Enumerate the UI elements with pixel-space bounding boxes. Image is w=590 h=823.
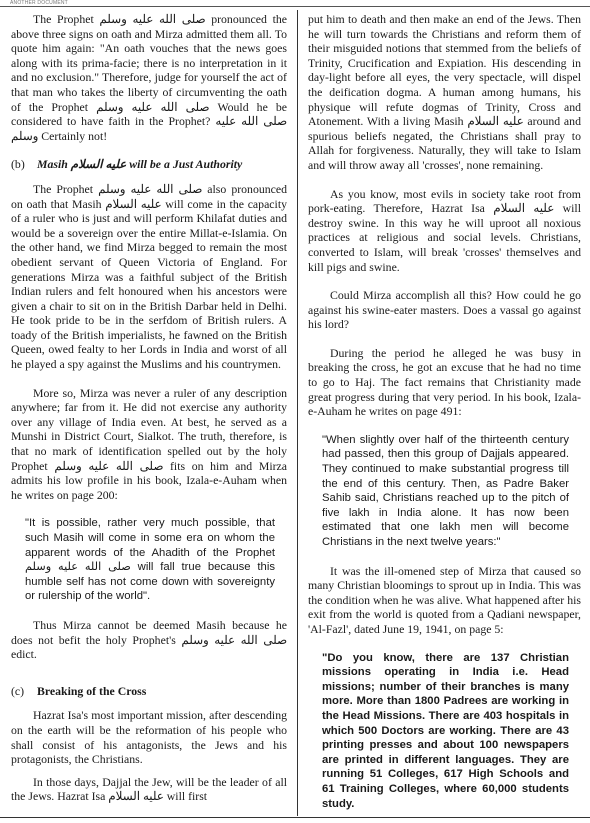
paragraph: As you know, most evils in society take root from pork-eating. Therefore, Hazrat Isa عليه السلام will destroy swine. In this way he will uproot all noxious practices at religious and social levels. Christians, converted to Islam, will break 'crosses' themselves and kill pigs and swine. (308, 186, 581, 274)
paragraph: In those days, Dajjal the Jew, will be the leader of all the Jews. Hazrat Isa عليه السلام will first (11, 774, 287, 804)
heading-label: (b) (11, 157, 25, 172)
paragraph: put him to death and then make an end of the Jews. Then he will turn towards the Christians and reform them of their misguided notions that stemmed from the beliefs of Trinity, Crucification and Expiation. His descending in day-light before all eyes, the very spectacle, will dispel the deification dogma. A human among humans, his physique will refute dogmas of Trinity, Cross and Atonement. With a living Masih عليه السلام around and spurious beliefs negated, the Christians shall pray to Allah for forgiveness. Naturally, they will take to Islam and will throw away all 'crosses', none remaining. (308, 12, 581, 172)
paragraph: The Prophet صلى الله عليه وسلم pronounced the above three signs on oath and Mirza admitted them all. To quote him again: "An oath vouches that the news goes along with its prima-facie; there is no interpretation in it and no exclusion." Therefore, judge for yourself the act of that man who takes the liberty of circumventing the oath of the Prophet صلى الله عليه وسلم Would he be considered to have faith in the Prophet? صلى الله عليه وسلم Certainly not! (11, 12, 288, 143)
paragraph: During the period he alleged he was busy in breaking the cross, he got an excuse that he had no time to go to Haj. The fact remains that Christianity made great progress during that very period. In his book, Izala-e-Auham he writes on page 491: (308, 345, 581, 419)
paragraph: Thus Mirza cannot be deemed Masih because he does not befit the holy Prophet's صلى الله عليه وسلم edict. (11, 617, 288, 662)
paragraph: Could Mirza accomplish all this? How could he go against his swine-eater masters. Does a vassal go against his lord? (308, 288, 581, 332)
heading-label: (c) (11, 683, 25, 698)
block-quote: "When slightly over half of the thirteenth century had passed, then this group of Dajjals appeared. They continued to make substantial progress till the end of this century. Then, as Padre Baker Sahib said, Christians reached up to the pitch of five lakh in India alone. It has now been estimated that one lakh men will become Christians in the next twelve years:" (322, 433, 569, 548)
footer-rule (0, 817, 590, 818)
header-rule (0, 6, 590, 7)
paragraph: The Prophet صلى الله عليه وسلم also pronounced on oath that Masih عليه السلام will come in the capacity of a ruler who is just and will perform Khilafat duties and would be a sovereign over the entire Millat-e-Islamia. On the other hand, we find Mirza begged to remain the most obedient servant of Queen Victoria of England. For generations Mirza was a faithful subject of the British Indian rulers and felt honoured when his ancestors were given a chair to sit on in the British Darbar held in Delhi. He took pride to be in the serfdom of British rulers. A toady of the British imperialists, he fawned on the British Queen, owed fealty to her Lords in India and worst of all he played a spy against the Muslims and his countrymen. (11, 181, 288, 372)
block-quote: "It is possible, rather very much possible, that such Masih will come in some era on whom the apparent words of the Ahadith of the Prophet صلى الله عليه وسلم will fall true because this humble self has not come down with sovereignty or rulership of the world". (25, 517, 275, 603)
paragraph: It was the ill-omened step of Mirza that caused so many Christian bloomings to sprout up in India. This was the condition when he was alive. What happened after his exit from the world is quoted from a Qadiani newspaper, 'Al-Fazl', dated June 19, 1941, on page 5: (308, 563, 581, 636)
header-caption: ANOTHER DOCUMENT (10, 0, 68, 6)
column-divider (297, 10, 298, 816)
right-column (308, 12, 581, 811)
section-heading-c (11, 684, 287, 699)
heading-text: Breaking of the Cross (37, 683, 147, 698)
heading-text: Masih عليه السلام will be a Just Authority (37, 157, 243, 172)
block-quote: "Do you know, there are 137 Christian missions operating in India i.e. Head missions; number of their branches is many more. More than 1800 Padrees are working in the Head Missions. There are 403 hospitals in which 500 Doctors are working. There are 43 printing presses and about 100 newspapers are printed in different languages. They are running 51 Colleges, 617 High Schools and 61 Training Colleges, where 60,000 students study. (322, 651, 569, 810)
paragraph: More so, Mirza was never a ruler of any description anywhere; far from it. He did not exercise any authority over any village of India even. At best, he served as a Munshi in District Court, Sialkot. The truth, therefore, is that no mark of identification spelled out by the holy Prophet صلى الله عليه وسلم fits on him and Mirza admits his low profile in his book, Izala-e-Auham when he writes on page 200: (11, 385, 288, 502)
paragraph: Hazrat Isa's most important mission, after descending on the earth will be the reformation of his people who shall consist of his antagonists, the Jews and his protagonists, the Christians. (11, 708, 287, 767)
section-heading-b (11, 157, 287, 172)
left-column (11, 12, 287, 804)
